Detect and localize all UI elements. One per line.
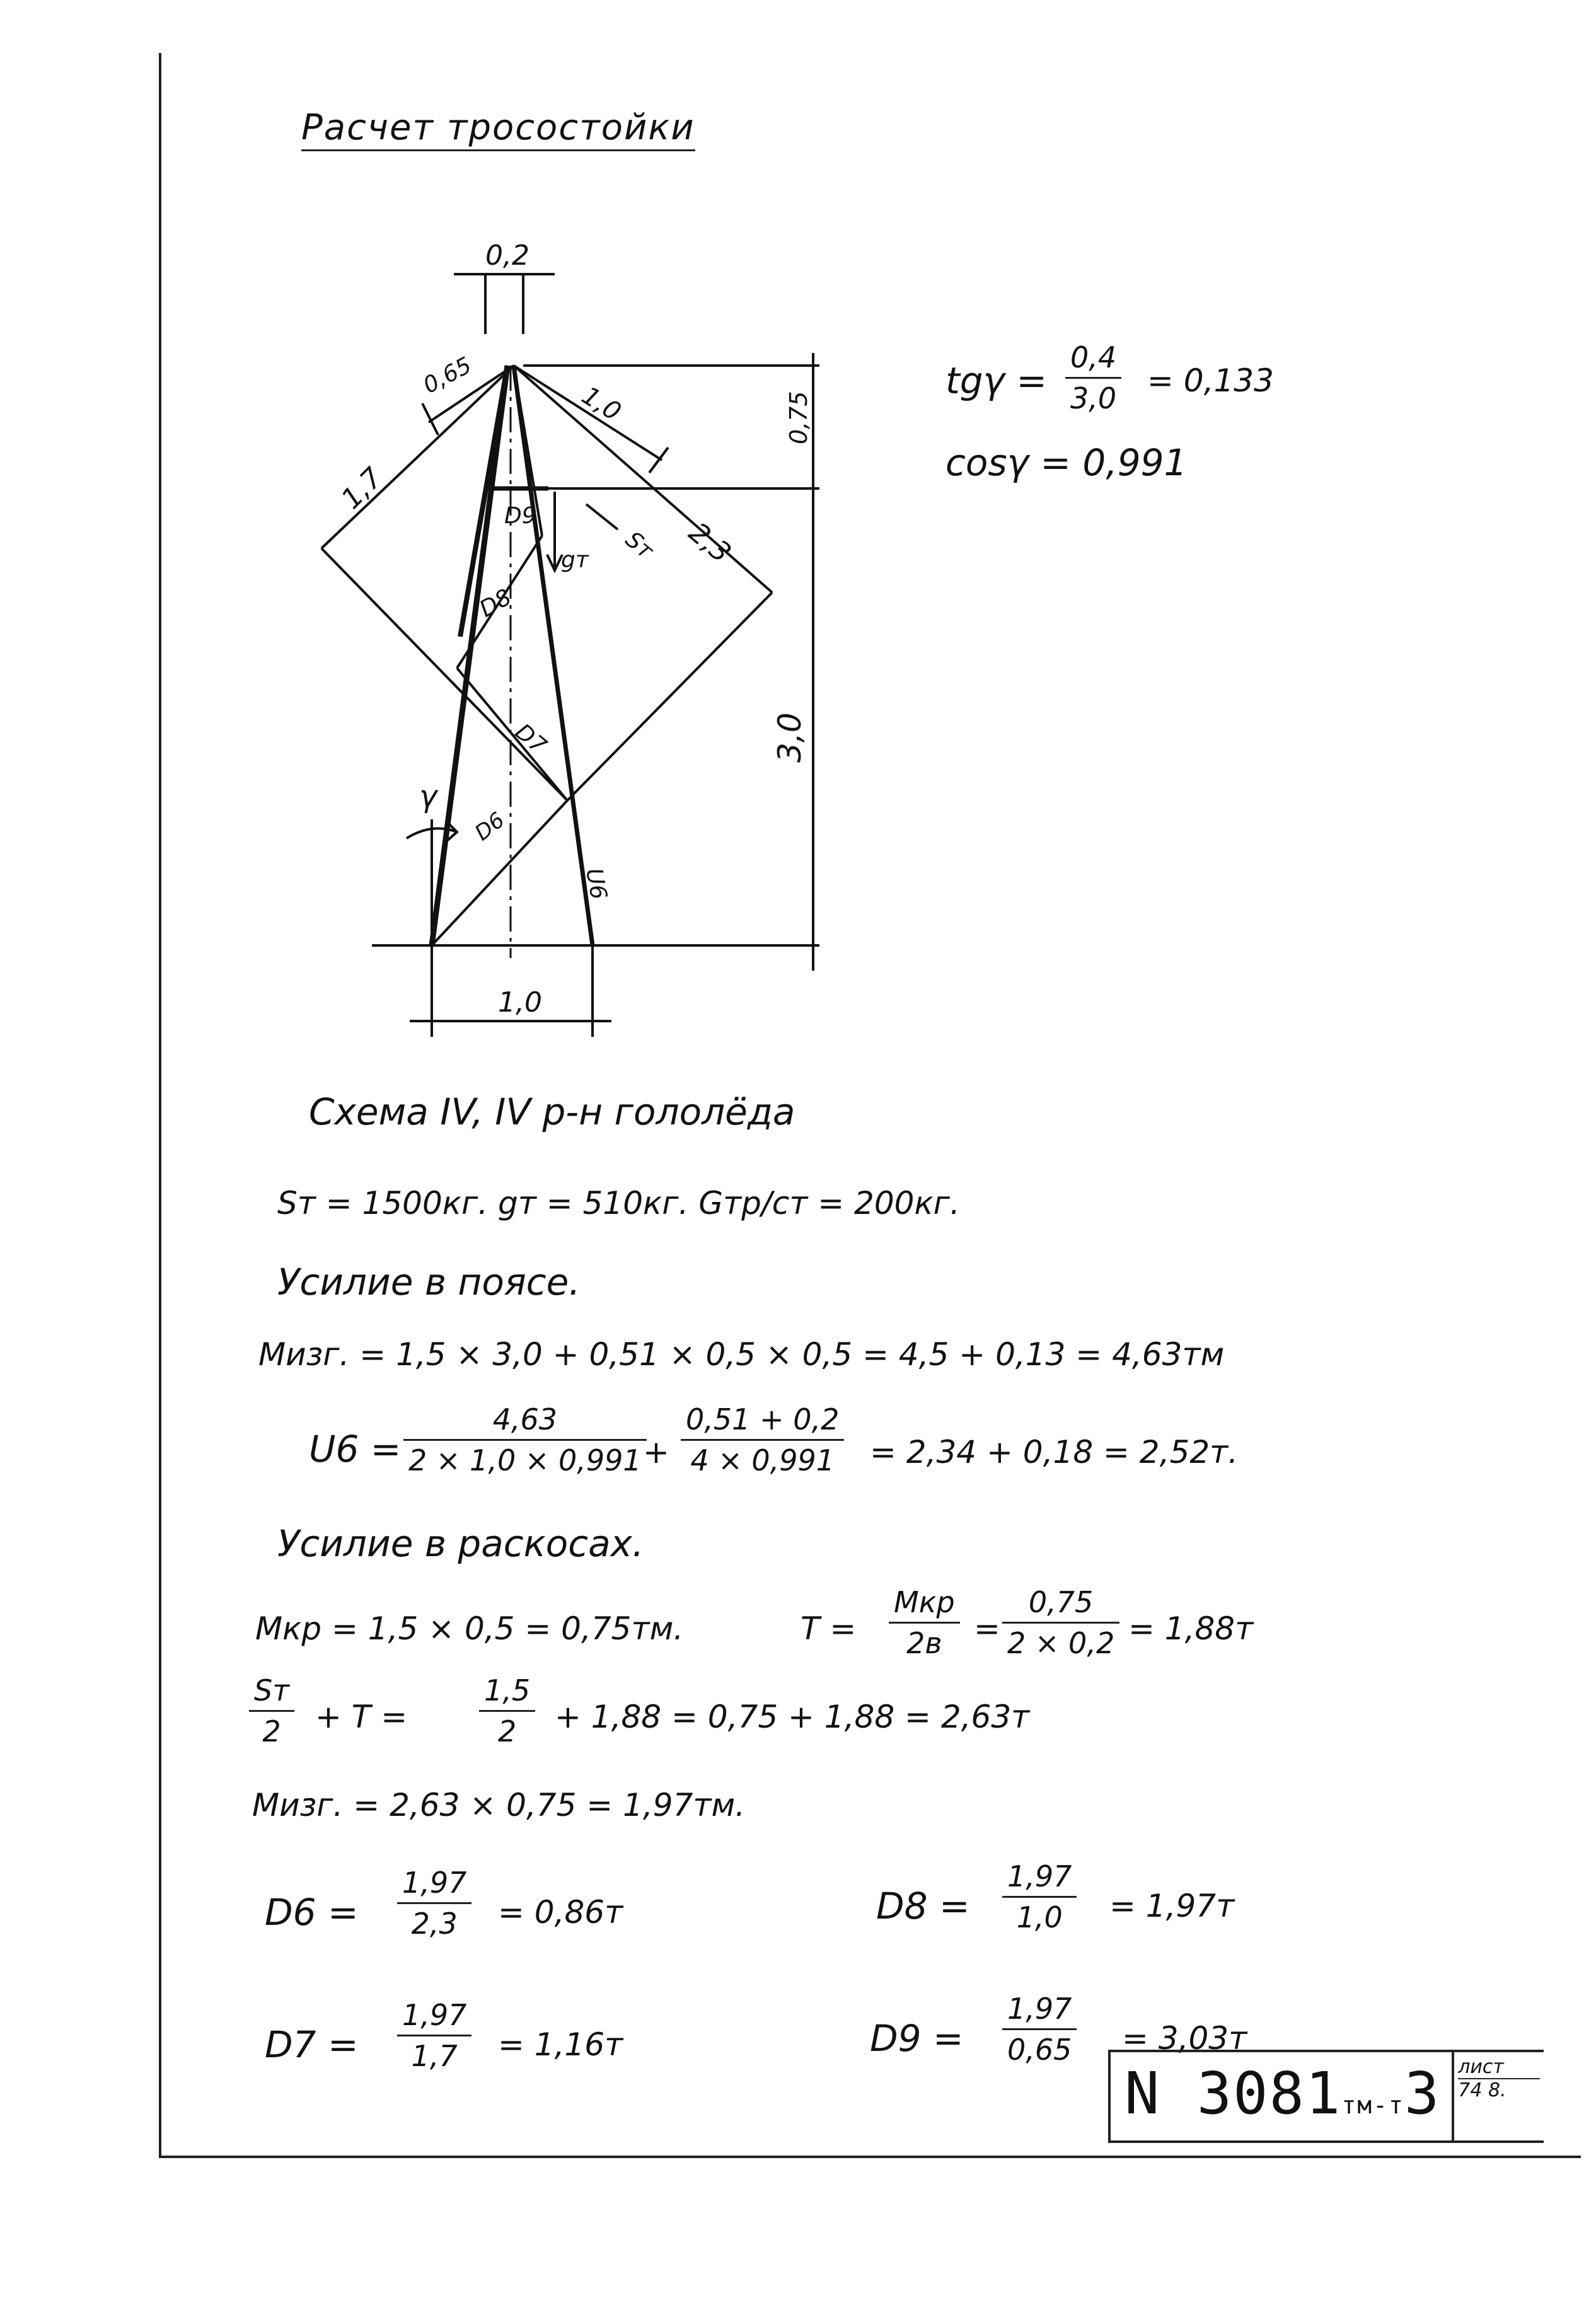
st-rhs: + 1,88 = 0,75 + 1,88 = 2,63т	[555, 1699, 1030, 1735]
tg-fraction	[1065, 340, 1121, 415]
label-g: gт	[561, 547, 589, 573]
d6-fraction	[397, 1866, 471, 1941]
label-gamma: γ	[419, 779, 437, 814]
dim-2-3: 2,3	[682, 516, 737, 570]
label-u6: U6	[581, 866, 612, 902]
d9-rhs: = 3,03т	[1122, 2020, 1247, 2057]
dim-1-0-top: 1,0	[576, 381, 627, 427]
dim-0-2: 0,2	[485, 240, 529, 272]
d7-fraction	[397, 1998, 471, 2073]
lever-2-3-side	[321, 548, 567, 800]
d6-lhs: D6 =	[265, 1891, 359, 1934]
tg-den: 3,0	[1070, 381, 1117, 415]
u6-f2-num: 0,51 + 0,2	[681, 1402, 844, 1441]
d9-den: 0,65	[1007, 2033, 1072, 2067]
label-s: Sт	[620, 526, 659, 565]
section-belt: Усилие в поясе.	[277, 1261, 581, 1303]
tg-lhs: tgγ =	[945, 359, 1047, 402]
title-block-stamp	[1108, 2050, 1544, 2143]
t-rhs: = 1,88т	[1128, 1610, 1254, 1647]
label-d6: D6	[470, 807, 510, 846]
m-izg2-line: Mизг. = 2,63 × 0,75 = 1,97тм.	[252, 1787, 746, 1823]
t-lhs: T =	[801, 1610, 857, 1647]
sheet-cell	[1452, 2052, 1544, 2140]
drawing-number: N 3081	[1125, 2060, 1342, 2127]
t-f2-den: 2 × 0,2	[1007, 1626, 1115, 1660]
t-f1-den: 2в	[906, 1626, 942, 1660]
dim-3-0: 3,0	[772, 712, 808, 763]
d7-rhs: = 1,16т	[498, 2026, 623, 2063]
dim-1-7: 1,7	[335, 461, 390, 516]
st-f2-num: 1,5	[479, 1673, 535, 1712]
t-fraction-2	[1002, 1585, 1119, 1660]
dim-tick	[422, 403, 438, 435]
d6-num: 1,97	[397, 1866, 471, 1904]
u6-fraction-2	[681, 1402, 844, 1477]
d9-num: 1,97	[1002, 1992, 1077, 2030]
d6-den: 2,3	[411, 1907, 458, 1941]
sheet-value: 74 8.	[1458, 2079, 1506, 2101]
d8-rhs: = 1,97т	[1109, 1888, 1235, 1924]
u6-f2-den: 4 × 0,991	[690, 1443, 835, 1477]
u6-fraction-1	[403, 1402, 647, 1477]
tg-rhs: = 0,133	[1147, 362, 1274, 399]
tg-num: 0,4	[1065, 340, 1121, 379]
drawing-suffix: тм-т	[1341, 2091, 1404, 2119]
d9-fraction	[1002, 1992, 1077, 2067]
st-f2-den: 2	[497, 1714, 517, 1748]
t-f1-num: Mкр	[889, 1585, 960, 1624]
u6-rhs: = 2,34 + 0,18 = 2,52т.	[870, 1434, 1239, 1470]
right-leg	[514, 366, 593, 945]
section-brace: Усилие в раскосах.	[277, 1522, 644, 1565]
u6-f1-num: 4,63	[403, 1402, 647, 1441]
label-d7: D7	[510, 719, 552, 759]
page-title: Расчет тросостойки	[301, 107, 695, 151]
loads-line: Sт = 1500кг. gт = 510кг. Gтр/ст = 200кг.	[277, 1185, 960, 1221]
st-fraction-2	[479, 1673, 535, 1748]
sheet-label: лист	[1458, 2056, 1540, 2079]
dim-1-0-bottom: 1,0	[498, 986, 542, 1019]
dim-0-65: 0,65	[419, 352, 476, 399]
st-f-num: Sт	[249, 1673, 294, 1712]
label-d9: D9	[504, 503, 536, 529]
dim-0-75: 0,75	[785, 391, 812, 444]
drawing-part: 3	[1404, 2060, 1441, 2127]
d9-lhs: D9 =	[870, 2017, 964, 2060]
u6-lhs: U6 =	[309, 1428, 402, 1470]
lever-edge	[567, 592, 772, 800]
drawing-code	[1111, 2052, 1452, 2140]
label-d8: D8	[475, 584, 516, 623]
left-leg	[432, 366, 510, 945]
cos-formula: cosγ = 0,991	[945, 441, 1188, 484]
t-eq: =	[974, 1610, 1000, 1647]
st-f-den: 2	[262, 1714, 281, 1748]
d6-rhs: = 0,86т	[498, 1894, 623, 1931]
t-fraction-1	[889, 1585, 960, 1660]
m-izg-line: Mизг. = 1,5 × 3,0 + 0,51 × 0,5 × 0,5 = 4,5 + 0,13 = 4,63тм	[258, 1336, 1225, 1373]
dim-tick	[649, 448, 668, 473]
st-mid: + T =	[315, 1699, 408, 1735]
d7-num: 1,97	[397, 1998, 471, 2036]
scheme-line: Схема IV, IV р-н гололёда	[309, 1090, 795, 1133]
lever-1-0	[514, 366, 662, 460]
d8-num: 1,97	[1002, 1859, 1077, 1898]
u6-f1-den: 2 × 1,0 × 0,991	[408, 1443, 642, 1477]
d7-den: 1,7	[411, 2039, 458, 2073]
m-kr-line: Mкр = 1,5 × 0,5 = 0,75тм.	[255, 1610, 684, 1647]
st-fraction	[249, 1673, 294, 1748]
d8-lhs: D8 =	[876, 1885, 970, 1927]
u6-plus: +	[643, 1434, 669, 1470]
d8-fraction	[1002, 1859, 1077, 1934]
load-arrow-s	[586, 504, 618, 529]
d8-den: 1,0	[1016, 1900, 1063, 1934]
brace-d7	[457, 668, 567, 800]
d7-lhs: D7 =	[265, 2023, 359, 2066]
t-f2-num: 0,75	[1002, 1585, 1119, 1624]
